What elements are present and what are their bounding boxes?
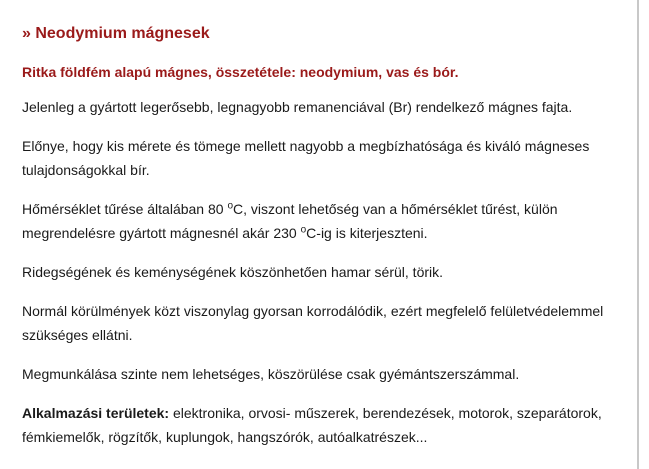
paragraph-applications: [22, 401, 622, 449]
page-subtitle: Ritka földfém alapú mágnes, összetétele: neodymium, vas és bór.: [22, 64, 459, 80]
temperature-text-3: C-ig is kiterjeszteni.: [306, 225, 428, 241]
applications-text: elektronika, orvosi- műszerek, berendezések, motorok, szeparátorok, fémkiemelők, rögzítők, kuplungok, hangszórók, autóalkatrészek...: [22, 405, 602, 445]
right-border-line: [637, 0, 639, 469]
applications-label: Alkalmazási területek:: [22, 405, 170, 421]
paragraph-advantage: Előnye, hogy kis mérete és tömege mellett nagyobb a megbízhatósága és kiváló mágneses tulajdonságokkal bír.: [22, 138, 590, 178]
page-title: » Neodymium mágnesek: [22, 25, 210, 42]
temperature-text-2: C, viszont lehetőség van a hőmérséklet tűrést, külön megrendelésre gyártott mágnesnél akár 230: [22, 201, 558, 241]
paragraph-strongest: Jelenleg a gyártott legerősebb, legnagyobb remanenciával (Br) rendelkező mágnes fajta.: [22, 99, 573, 115]
paragraph-corrosion: Normál körülmények közt viszonylag gyorsan korrodálódik, ezért megfelelő felületvédelemmel szükséges ellátni.: [22, 303, 604, 343]
paragraph-brittleness: Ridegségének és keménységének köszönhetően hamar sérül, törik.: [22, 264, 444, 280]
degree-symbol: o: [300, 224, 307, 236]
paragraph-temperature: [22, 197, 622, 245]
degree-symbol: o: [227, 200, 234, 212]
paragraph-machining: Megmunkálása szinte nem lehetséges, köszörülése csak gyémántszerszámmal.: [22, 366, 520, 382]
article-content: [22, 22, 622, 464]
temperature-text-1: Hőmérséklet tűrése általában 80: [22, 201, 228, 217]
